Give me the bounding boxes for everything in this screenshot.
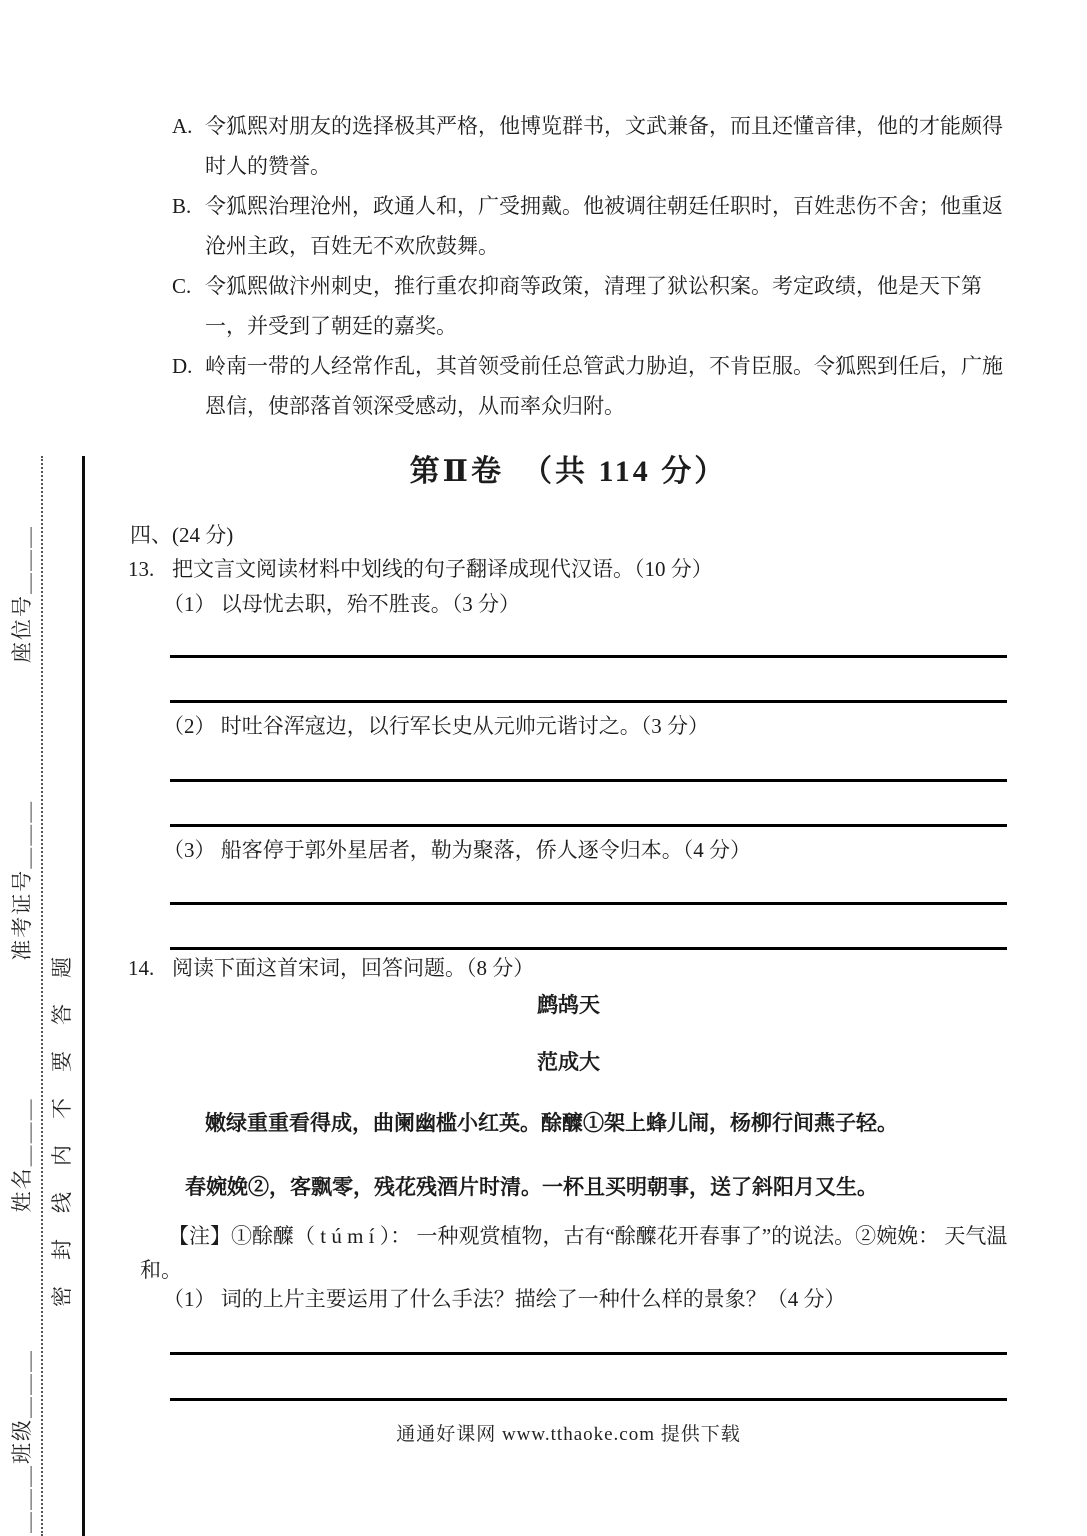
poem-author: 范成大 [537, 1050, 600, 1074]
part2-title: 第Ⅱ卷 （共 114 分） [409, 455, 728, 488]
answer-line [170, 902, 1007, 905]
option-c [172, 266, 1014, 346]
option-d-label: D. [172, 354, 193, 378]
label-class: ＿＿＿班级＿＿＿ [10, 1349, 34, 1533]
poem-line-1: 嫩绿重重看得成，曲阑幽槛小红英。酴醾①架上蜂儿闹，杨柳行间燕子轻。 [205, 1111, 898, 1135]
answer-line [170, 1352, 1007, 1355]
question-13-sub2: （2） 时吐谷浑寇边，以行军长史从元帅元谐讨之。（3 分） [163, 714, 709, 738]
footer-source-text: 通通好课网 www.tthaoke.com 提供下载 [396, 1424, 741, 1445]
question-13-sub1: （1） 以母忧去职，殆不胜丧。（3 分） [163, 592, 520, 616]
option-b-text: 令狐熙治理沧州，政通人和，广受拥戴。他被调往朝廷任职时，百姓悲伤不舍；他重返沧州主政，百姓无不欢欣鼓舞。 [205, 194, 1003, 258]
answer-line [170, 779, 1007, 782]
option-b-label: B. [172, 194, 192, 218]
option-a-label: A. [172, 114, 193, 138]
question-13 [128, 554, 1014, 584]
option-c-text: 令狐熙做汴州刺史，推行重农抑商等政策，清理了狱讼积案。考定政绩，他是天下第一，并受到了朝廷的嘉奖。 [205, 274, 982, 338]
option-b [172, 186, 1014, 266]
poem-note: 【注】①酴醾（ t ú m í ）： 一种观赏植物，古有“酴醾花开春事了”的说法。②婉娩： 天气温和。 [140, 1224, 1008, 1282]
question-14-number: 14. [128, 956, 155, 980]
answer-line [170, 700, 1007, 703]
label-name: 姓名＿＿＿ [10, 1097, 34, 1213]
choice-options-list [172, 106, 1014, 426]
answer-line [170, 1398, 1007, 1401]
option-a-text: 令狐熙对朋友的选择极其严格，他博览群书，文武兼备，而且还懂音律，他的才能颇得时人的赞誉。 [205, 114, 1003, 178]
question-13-sub3: （3） 船客停于郭外星居者，勒为聚落，侨人逐令归本。（4 分） [163, 838, 751, 862]
seal-warning-text: 密封线内不要答题 [50, 931, 74, 1307]
answer-line [170, 824, 1007, 827]
question-13-stem: 把文言文阅读材料中划线的句子翻译成现代汉语。（10 分） [172, 557, 713, 581]
poem-line-2: 春婉娩②，客飘零，残花残酒片时清。一杯且买明朝事，送了斜阳月又生。 [185, 1175, 878, 1199]
label-seat-number: 座位号＿＿＿ [10, 525, 34, 664]
section-four-heading: 四、(24 分) [130, 523, 234, 547]
option-a [172, 106, 1014, 186]
option-d [172, 346, 1014, 426]
student-info-labels [6, 525, 36, 1533]
poem-title: 鹧鸪天 [537, 993, 600, 1017]
question-14-sub1: （1） 词的上片主要运用了什么手法？描绘了一种什么样的景象？（4 分） [163, 1287, 846, 1311]
answer-line [170, 655, 1007, 658]
question-13-number: 13. [128, 557, 155, 581]
option-c-label: C. [172, 274, 192, 298]
seal-dotted-line [41, 456, 43, 1536]
answer-line [170, 947, 1007, 950]
question-14-stem: 阅读下面这首宋词，回答问题。（8 分） [172, 956, 535, 980]
seal-solid-line [82, 456, 85, 1536]
label-exam-number: 准考证号＿＿＿ [10, 799, 34, 961]
option-d-text: 岭南一带的人经常作乱，其首领受前任总管武力胁迫，不肯臣服。令狐熙到任后，广施恩信，使部落首领深受感动，从而率众归附。 [205, 354, 1003, 418]
question-14 [128, 953, 1014, 983]
